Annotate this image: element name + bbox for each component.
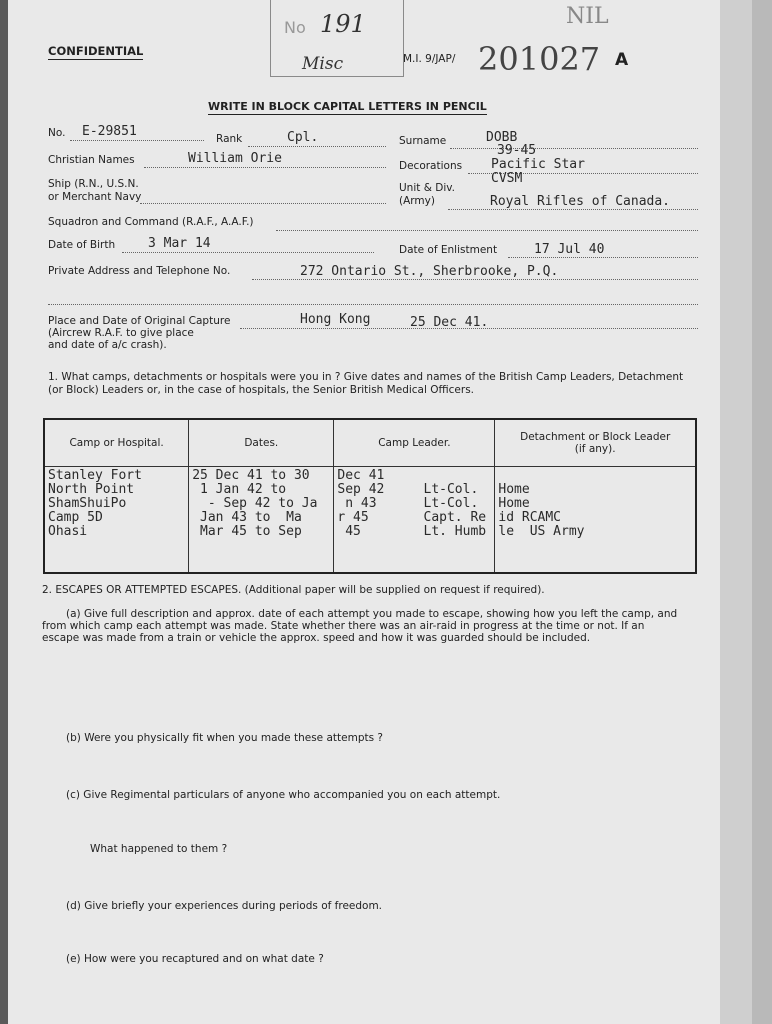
binder-edge (752, 0, 772, 1024)
capture-label-line2: (Aircrew R.A.F. to give place (48, 327, 194, 339)
address-line-2 (48, 304, 698, 305)
surname-label: Surname (399, 135, 447, 147)
capture-date-value: 25 Dec 41. (410, 315, 489, 330)
unit-label-line2: (Army) (399, 195, 435, 207)
address-value: 272 Ontario St., Sherbrooke, P.Q. (300, 264, 559, 279)
squadron-label: Squadron and Command (R.A.F., A.A.F.) (48, 216, 254, 228)
ship-label-line2: or Merchant Navy (48, 191, 142, 203)
camp-column-header: Camp or Hospital. (44, 419, 189, 467)
rank-label: Rank (216, 133, 243, 145)
unit-value: Royal Rifles of Canada. (490, 194, 671, 209)
instruction-heading: WRITE IN BLOCK CAPITAL LETTERS IN PENCIL (208, 100, 487, 113)
ship-line (140, 203, 386, 204)
question-1-line2: (or Block) Leaders or, in the case of hospitals, the Senior British Medical Officers. (48, 384, 475, 396)
decorations-value-1: 39-45 (497, 143, 537, 158)
capture-label-line3: and date of a/c crash). (48, 339, 167, 351)
question-2-title: 2. ESCAPES OR ATTEMPTED ESCAPES. (Additional paper will be supplied on request if required). (42, 584, 545, 596)
stamp-number: 191 (320, 10, 366, 38)
question-2a-line3: escape was made from a train or vehicle the approx. speed and how it was guarded should be included. (42, 632, 591, 644)
christian-names-value: William Orie (188, 151, 282, 166)
surname-line (450, 148, 698, 149)
christian-names-label: Christian Names (48, 154, 135, 166)
stamp-no-label: No (284, 18, 306, 37)
camps-cell (44, 467, 189, 573)
dates-cell (189, 467, 334, 573)
leaders-cell (334, 467, 495, 573)
decorations-value-3: CVSM (491, 171, 523, 186)
form-reference: M.I. 9/JAP/ (403, 53, 456, 65)
question-2a-line1: (a) Give full description and approx. date of each attempt you made to escape, showing how you left the camp, and (66, 608, 678, 620)
question-2c-followup: What happened to them ? (90, 843, 228, 855)
camp-leader-column-header: Camp Leader. (334, 419, 495, 467)
question-2a-line2: from which camp each attempt was made. State whether there was an air-raid in progress at the time or not. If an (42, 620, 645, 632)
question-2d: (d) Give briefly your experiences during periods of freedom. (66, 900, 383, 912)
stamp-misc: Misc (302, 54, 344, 74)
date-of-birth-value: 3 Mar 14 (148, 236, 211, 251)
surname-value: DOBB (486, 130, 518, 145)
enlistment-value: 17 Jul 40 (534, 242, 605, 257)
file-letter: A (615, 50, 629, 70)
rank-line (248, 146, 386, 147)
unit-label-line1: Unit & Div. (399, 182, 455, 194)
detachment-column-header: Detachment or Block Leader (if any). (495, 419, 696, 467)
camps-table (43, 418, 697, 574)
service-no-label: No. (48, 127, 66, 139)
question-2b: (b) Were you physically fit when you made these attempts ? (66, 732, 383, 744)
date-of-birth-line (122, 252, 374, 253)
handwritten-file-number: 201027 (478, 40, 601, 78)
dates-column-header: Dates. (189, 419, 334, 467)
dates-list: 25 Dec 41 to 30 1 Jan 42 to - Sep 42 to Ja Jan 43 to Ma Mar 45 to Sep (192, 468, 318, 539)
service-no-value: E-29851 (82, 124, 137, 139)
date-of-birth-label: Date of Birth (48, 239, 116, 251)
ship-label-line1: Ship (R.N., U.S.N. (48, 178, 139, 190)
camps-list: Stanley Fort North Point ShamShuiPo Camp 5D Ohasi (48, 468, 142, 539)
decorations-value-2: Pacific Star (491, 157, 585, 172)
enlistment-line (508, 257, 698, 258)
decorations-label: Decorations (399, 160, 463, 172)
service-no-line (70, 140, 204, 141)
rank-value: Cpl. (287, 130, 319, 145)
address-label: Private Address and Telephone No. (48, 265, 231, 277)
question-1-line1: 1. What camps, detachments or hospitals were you in ? Give dates and names of the British Camp Leaders, Detachment (48, 371, 684, 383)
leaders-list: Dec 41 Sep 42 Lt-Col. n 43 Lt-Col. r 45 Capt. Re 45 Lt. Humb (337, 468, 487, 539)
capture-label-line1: Place and Date of Original Capture (48, 315, 231, 327)
question-2e: (e) How were you recaptured and on what date ? (66, 953, 324, 965)
christian-names-line (144, 167, 386, 168)
capture-place-value: Hong Kong (300, 312, 371, 327)
corner-annotation: NIL (566, 4, 609, 29)
detachment-list: Home Home id RCAMC le US Army (498, 482, 585, 539)
confidential-heading: CONFIDENTIAL (48, 44, 144, 58)
address-line (252, 279, 698, 280)
unit-line (448, 209, 698, 210)
squadron-line (276, 230, 698, 231)
detachment-cell (495, 467, 696, 573)
enlistment-label: Date of Enlistment (399, 244, 498, 256)
question-2c: (c) Give Regimental particulars of anyone who accompanied you on each attempt. (66, 789, 501, 801)
